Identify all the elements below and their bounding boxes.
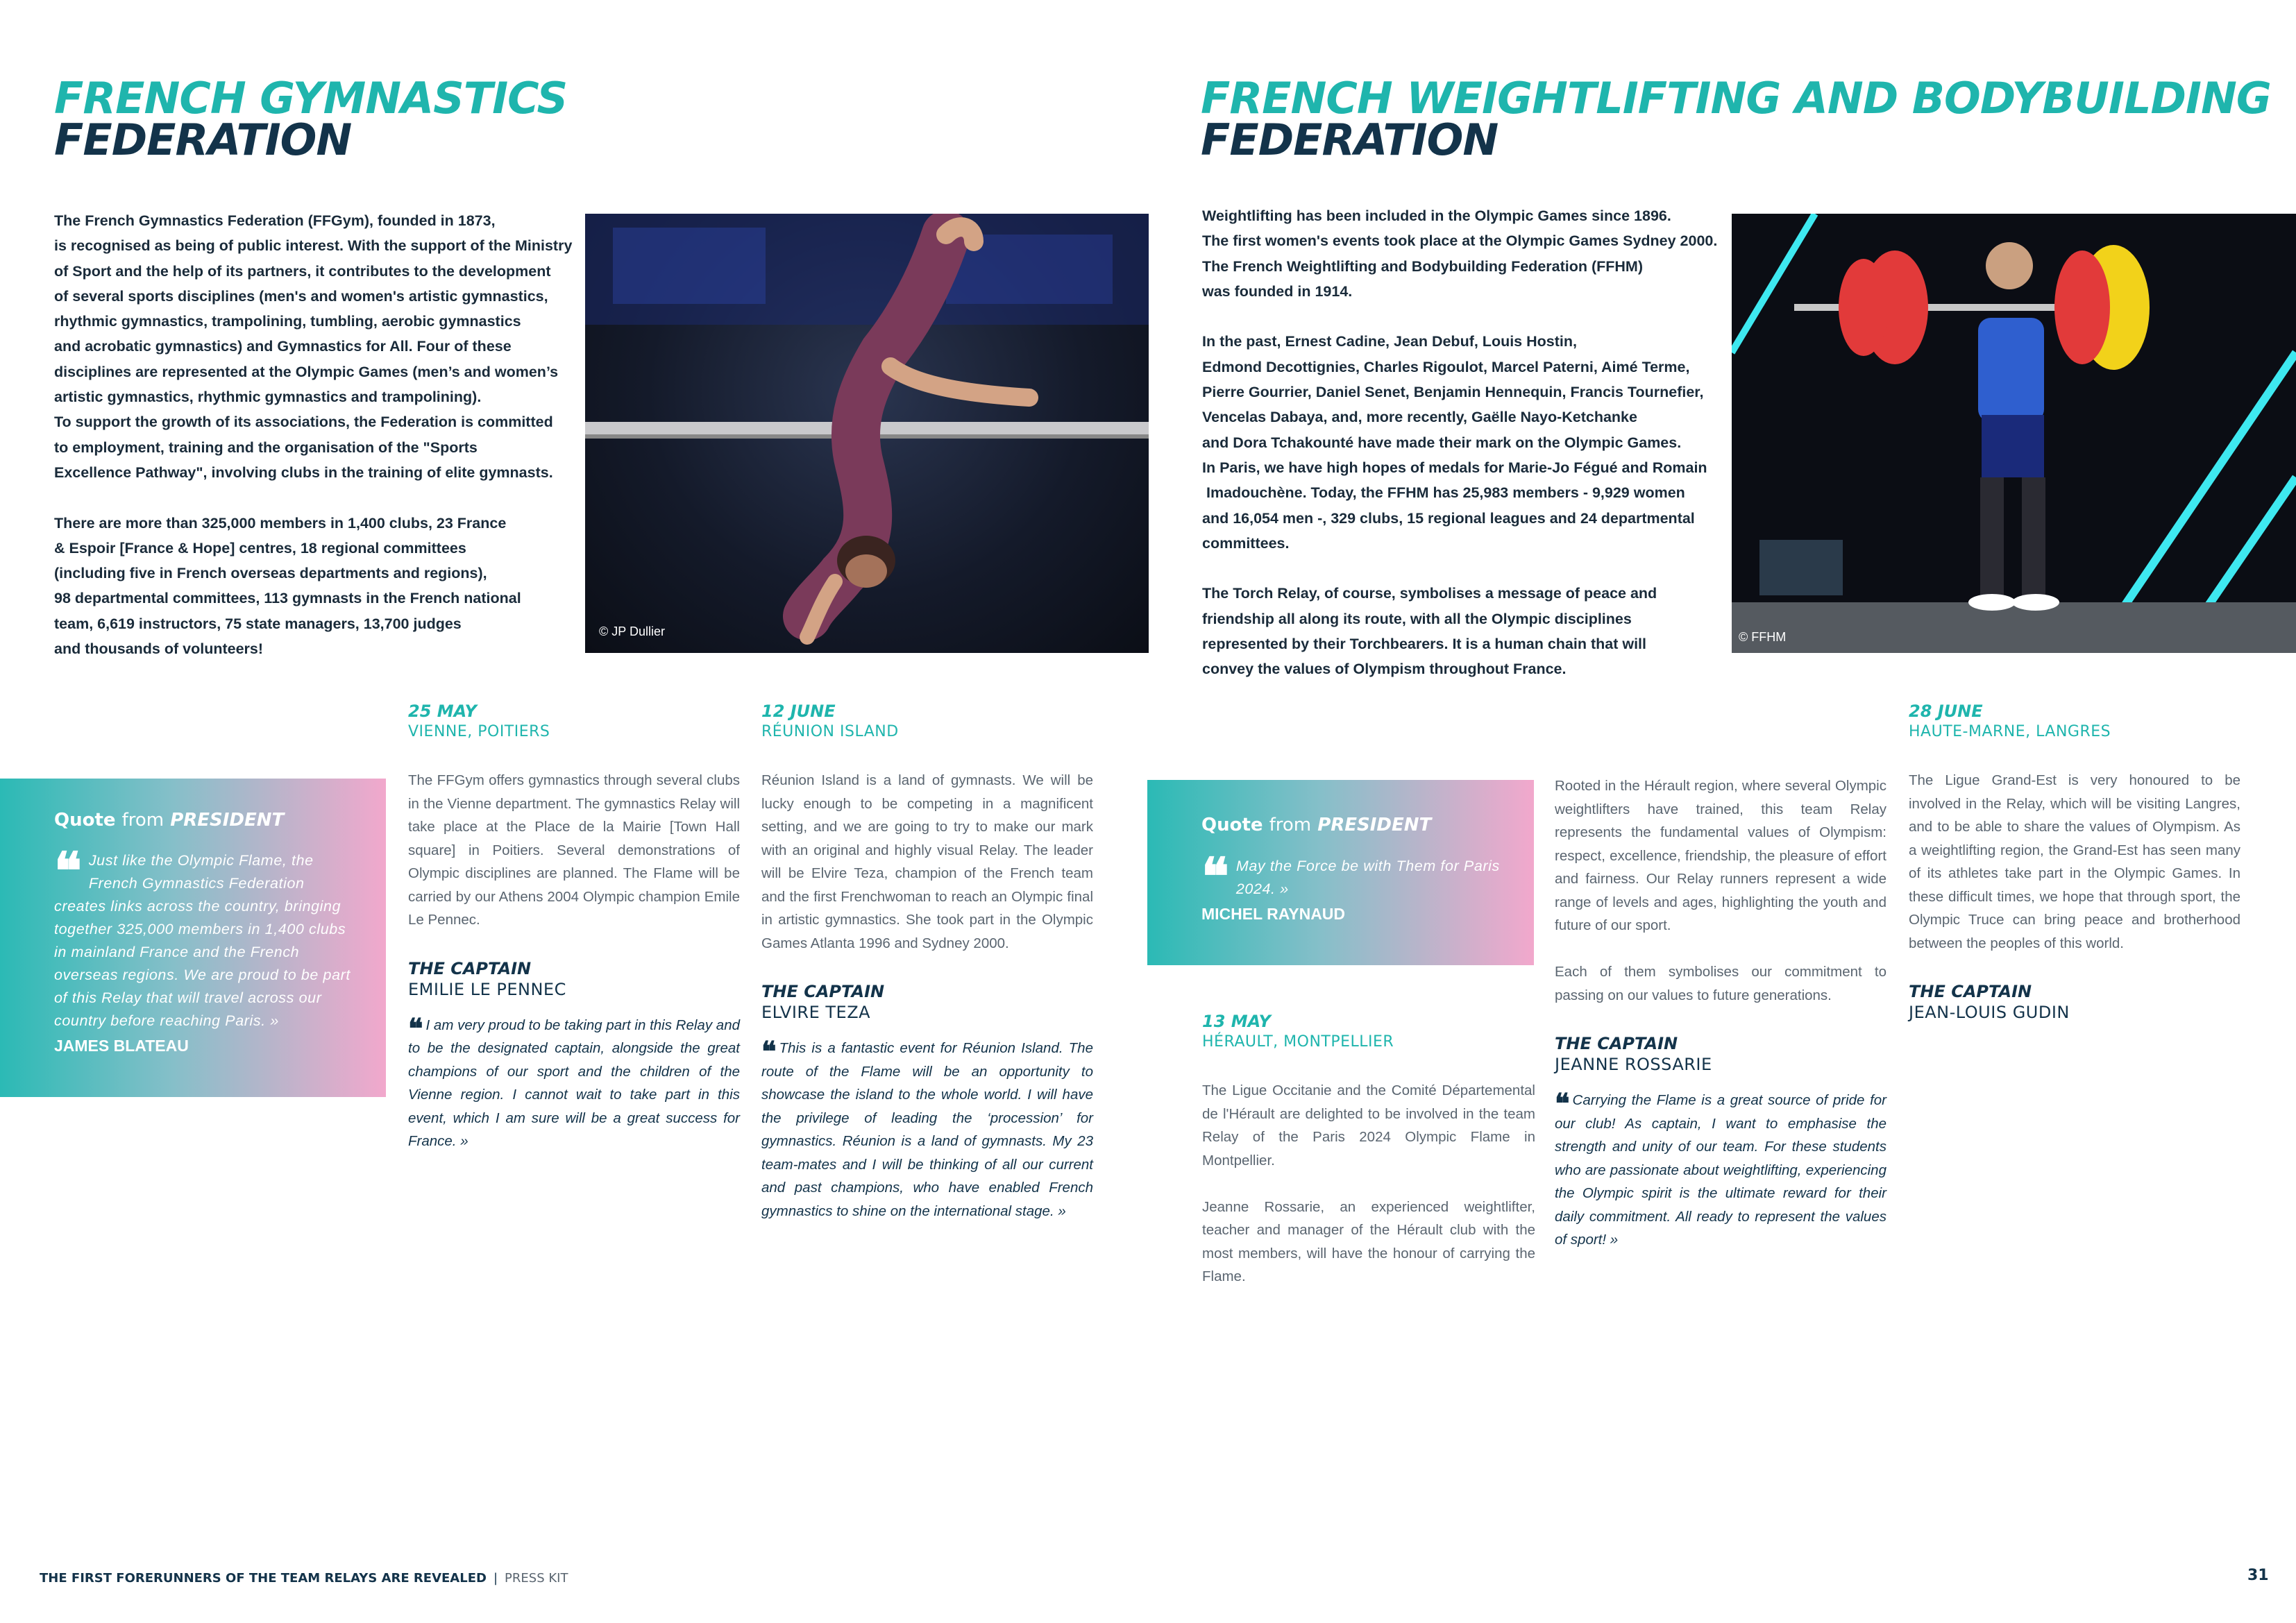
captain-name: JEAN-LOUIS GUDIN xyxy=(1909,1003,2070,1022)
captain-heading: THE CAPTAIN xyxy=(1909,982,2032,1001)
relay-column-herault xyxy=(1202,1011,1535,1289)
gymnastics-intro-text: The French Gymnastics Federation (FFGym), founded in 1873, is recognised as being of public interest. With the support of the Ministry of Sport and the help of its partners, it contributes to the development of several sports disciplines (men's and women's artistic gymnastics, rhythmic gymnastics, trampolining, tumbling, aerobic gymnastics and acrobatic gymnastics) and Gymnastics for All. Four of these disciplines are represented at the Olympic Games (men’s and women’s artistic gymnastics, rhythmic gymnastics and trampolining). To support the growth of its associations, the Federation is committed to employment, training and the organisation of the "Sports Excellence Pathway", involving clubs in the training of elite gymnasts. There are more than 325,000 members in 1,400 clubs, 23 France & Espoir [France & Hope] centres, 18 regional committees (including five in French overseas departments and regions), 98 departmental committees, 113 gymnasts in the French national team, 6,619 instructors, 75 state managers, 13,700 judges and thousands of volunteers! xyxy=(54,212,573,658)
relay-column-herault-captain xyxy=(1555,774,1886,1252)
relay-place: RÉUNION ISLAND xyxy=(761,723,899,740)
page-number: 31 xyxy=(2247,1567,2269,1584)
relay-date: 25 MAY xyxy=(408,702,477,721)
photo-credit: © FFHM xyxy=(1739,630,1787,644)
relay-description: Rooted in the Hérault region, where several Olympic weightlifters have trained, this team Relay represents the fundamental values of Olympism: respect, excellence, friendship, the pleasure of effort and fairness. Our Relay runners represent a wide range of levels and ages, highlighting the youth and future of our sport. Each of them symbolises our commitment to passing on our values to future generations. xyxy=(1555,778,1886,1003)
relay-description: The Ligue Occitanie and the Comité Départemental de l'Hérault are delighted to be involved in the team Relay of the Paris 2024 Olympic Flame in Montpellier. Jeanne Rossarie, an experienced weightlifter, teacher and manager of the Hérault club with the most members, will have the honour of carrying the Flame. xyxy=(1202,1082,1535,1284)
president-quote-box xyxy=(1147,780,1534,965)
quote-mark-icon: ❝ xyxy=(408,1012,423,1045)
quote-heading: Quote from PRESIDENT xyxy=(1201,815,1432,835)
relay-description: The Ligue Grand-Est is very honoured to be involved in the Relay, which will be visiting Langres, and to be able to share the values of Olympism. As a weightlifting region, the Grand-Est has seen many of its athletes take part in the Olympic Games. In these difficult times, we hope that through sport, the Olympic Truce can bring peace and brotherhood between the peoples of this world. xyxy=(1909,772,2245,951)
quote-mark-icon: ❝ xyxy=(761,1035,777,1068)
captain-heading: THE CAPTAIN xyxy=(761,982,885,1001)
weightlifting-federation-title xyxy=(1201,73,2271,165)
title-line-2: FEDERATION xyxy=(54,114,352,165)
captain-name: EMILIE LE PENNEC xyxy=(408,979,566,999)
relay-date: 28 JUNE xyxy=(1909,702,1983,721)
footer-title: THE FIRST FORERUNNERS OF THE TEAM RELAYS ARE REVEALED | PRESS KIT xyxy=(40,1571,568,1586)
gymnast-photo xyxy=(585,214,1149,653)
photo-credit: © JP Dullier xyxy=(599,624,665,638)
quote-author: MICHEL RAYNAUD xyxy=(1201,905,1346,923)
quote-text: Just like the Olympic Flame, the French Gymnastics Federation creates links across the country, bringing together 325,000 members in 1,400 clubs in mainland France and the French overseas regions. We are proud to be part of this Relay that will travel across our country before reaching Paris. » xyxy=(54,852,351,1029)
weightlifting-intro-text: Weightlifting has been included in the Olympic Games since 1896. The first women's events took place at the Olympic Games Sydney 2000. The French Weightlifting and Bodybuilding Federation (FFHM) was founded in 1914. In the past, Ernest Cadine, Jean Debuf, Louis Hostin, Edmond Decottignies, Charles Rigoulot, Marcel Paterni, Aimé Terme, Pierre Gourrier, Daniel Senet, Benjamin Hennequin, Francis Tournefier, Vencelas Dabaya, and, more recently, Gaëlle Nayo-Ketchanke and Dora Tchakounté have made their mark on the Olympic Games. In Paris, we have high hopes of medals for Marie-Jo Fégué and Romain Imadouchène. Today, the FFHM has 25,983 members - 9,929 women and 16,054 men -, 329 clubs, 15 regional leagues and 24 departmental committees. The Torch Relay, of course, symbolises a message of peace and friendship all along its route, with all the Olympic disciplines represented by their Torchbearers. It is a human chain that will convey the values of Olympism throughout France. xyxy=(1202,207,1718,678)
relay-column-langres xyxy=(1909,701,2245,1023)
relay-date: 12 JUNE xyxy=(761,702,836,721)
title-line-1: FRENCH GYMNASTICS xyxy=(54,73,568,124)
relay-place: VIENNE, POITIERS xyxy=(408,723,550,740)
quote-author: JAMES BLATEAU xyxy=(54,1037,189,1055)
president-quote-box xyxy=(0,779,386,1097)
quote-heading: Quote from PRESIDENT xyxy=(54,810,285,831)
captain-name: ELVIRE TEZA xyxy=(761,1003,871,1022)
captain-name: JEANNE ROSSARIE xyxy=(1555,1055,1712,1074)
gymnastics-federation-title xyxy=(54,73,568,165)
quote-mark-icon: ❝ xyxy=(1201,847,1229,907)
relay-description: Réunion Island is a land of gymnasts. We will be lucky enough to be competing in a magnificent setting, and we are going to try to make our mark with an original and highly visual Relay. The leader will be Elvire Teza, champion of the French team and the first Frenchwoman to reach an Olympic final in artistic gymnastics. She took part in the Olympic Games Atlanta 1996 and Sydney 2000. xyxy=(761,772,1097,951)
title-line-1: FRENCH WEIGHTLIFTING AND BODYBUILDING xyxy=(1201,73,2271,124)
captain-quote: ❝ Carrying the Flame is a great source of pride for our club! As captain, I want to emphasise the strength and unity of our team. For these students who are passionate about weightlifting, experiencing the Olympic spirit is the ultimate reward for their daily commitment. All ready to represent the values of sport! » xyxy=(1555,1087,1886,1248)
captain-heading: THE CAPTAIN xyxy=(1555,1034,1678,1053)
captain-quote: ❝ This is a fantastic event for Réunion Island. The route of the Flame will be an opportunity to showcase the island to the whole world. I will have the privilege of leading the ‘procession’ for gymnastics. Réunion is a land of gymnasts. My 23 team-mates and I will be thinking of all our current and past champions, who have enabled French gymnastics to shine on the international stage. » xyxy=(761,1035,1093,1219)
captain-heading: THE CAPTAIN xyxy=(408,958,532,978)
gymnast-illustration xyxy=(585,214,1149,653)
title-line-2: FEDERATION xyxy=(1201,114,1499,165)
relay-place: HÉRAULT, MONTPELLIER xyxy=(1202,1033,1394,1051)
relay-date: 13 MAY xyxy=(1202,1012,1271,1031)
relay-column-vienne xyxy=(408,701,744,1153)
relay-column-reunion xyxy=(761,701,1097,1223)
weightlifter-photo xyxy=(1732,214,2296,653)
quote-text: May the Force be with Them for Paris 2024. » xyxy=(1235,858,1500,897)
quote-mark-icon: ❝ xyxy=(54,842,82,901)
relay-description: The FFGym offers gymnastics through several clubs in the Vienne department. The gymnastics Relay will take place at the Place de la Mairie [Town Hall square] in Poitiers. Several demonstrations of Olympic disciplines are planned. The Flame will be carried by our Athens 2004 Olympic champion Emile Le Pennec. xyxy=(408,772,744,928)
captain-quote: ❝ I am very proud to be taking part in this Relay and to be the designated captain, alongside the great champions of our sport and the children of the Vienne region. I cannot wait to take part in this event, which I am sure will be a great success for France. » xyxy=(408,1012,740,1149)
relay-place: HAUTE-MARNE, LANGRES xyxy=(1909,723,2111,740)
quote-mark-icon: ❝ xyxy=(1555,1087,1570,1120)
weightlifter-illustration xyxy=(1732,214,2296,653)
